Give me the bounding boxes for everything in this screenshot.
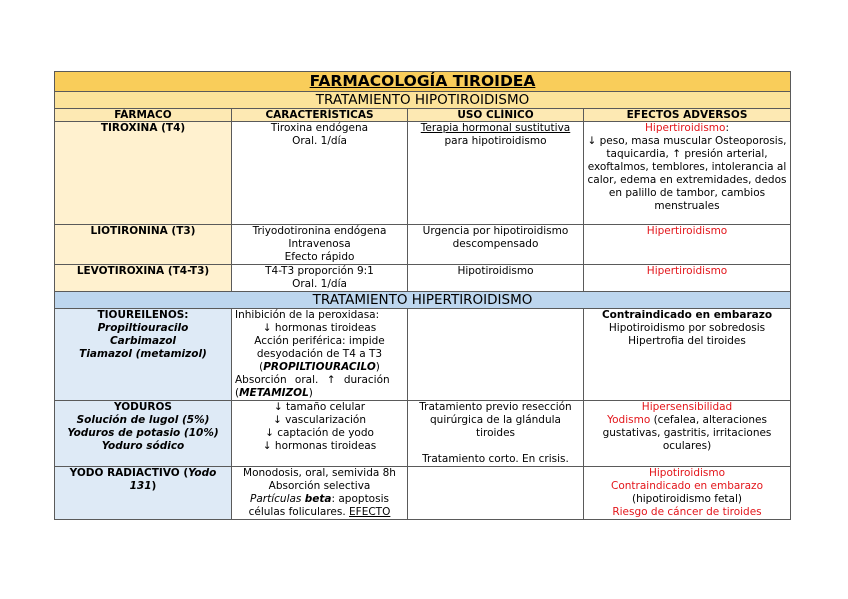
use-line: quirúrgica de la glándula — [430, 414, 561, 426]
chars-line: Oral. 1/día — [292, 135, 347, 147]
chars-line: ↓ hormonas tiroideas — [262, 322, 377, 334]
drug-liotironina: LIOTIRONINA (T3) — [55, 225, 232, 265]
chars-line — [235, 493, 404, 506]
use-liotironina — [408, 225, 584, 265]
adverse-bold: Contraindicado en embarazo — [601, 309, 773, 321]
chars-line — [235, 387, 404, 400]
use-line: Tratamiento previo resección — [419, 401, 572, 413]
table-row — [55, 122, 791, 225]
adverse-line: Hipertrofia del tiroides — [628, 335, 746, 347]
spacer — [411, 440, 580, 453]
use-line: descompensado — [452, 238, 539, 250]
col-header-caracteristicas: CARACTERÍSTICAS — [232, 109, 408, 122]
thyroid-pharmacology-table — [54, 71, 791, 520]
chars-line: ↓ hormonas tiroideas — [262, 440, 377, 452]
drug-tioureilenos — [55, 309, 232, 401]
chars-line: Oral. 1/día — [292, 278, 347, 290]
adverse-red: Hipotiroidismo — [648, 467, 726, 479]
drug-name: Yoduros de potasio (10%) — [67, 427, 219, 439]
use-tiroxina — [408, 122, 584, 225]
drug-name: YODO RADIACTIVO ( — [69, 467, 189, 479]
paren: ( — [259, 361, 264, 373]
use-line: Terapia hormonal sustitutiva — [420, 122, 571, 134]
chars-bold-italic: beta — [304, 493, 332, 505]
chars-line: Acción periférica: impide — [254, 335, 385, 347]
chars-yodo-radiactivo — [232, 467, 408, 520]
chars-line: ↓ vascularización — [273, 414, 366, 426]
chars-tioureilenos — [232, 309, 408, 401]
use-line: tiroides — [475, 427, 516, 439]
chars-line: Absorción oral. ↑ duración — [235, 374, 390, 386]
adverse-liotironina: Hipertiroidismo — [584, 225, 791, 265]
drug-levotiroxina: LEVOTIROXINA (T4-T3) — [55, 265, 232, 292]
adverse-red: Contraindicado en embarazo — [611, 480, 763, 492]
chars-drug-ref: METAMIZOL — [239, 387, 309, 399]
paren: ( — [235, 387, 240, 399]
paren: ) — [308, 387, 313, 399]
adverse-text: ↓ peso, masa muscular Osteoporosis, taquicardia, ↑ presión arterial, exoftalmos, temblores, intolerancia al calor, edema en extremidades, dedos en palillo de tambor, cambios menstruales — [587, 135, 787, 212]
adverse-line — [587, 414, 787, 453]
main-title-cell — [55, 72, 791, 92]
chars-line: Efecto rápido — [284, 251, 355, 263]
adverse-red: Hipertiroidismo — [645, 122, 726, 134]
drug-name-italic: Yodo 131 — [129, 467, 217, 492]
adverse-line: Hipotiroidismo por sobredosis — [608, 322, 766, 334]
table-row — [55, 401, 791, 467]
adverse-red: Hipersensibilidad — [641, 401, 733, 413]
use-line: para hipotiroidismo — [444, 135, 547, 147]
chars-line: desyodación de T4 a T3 — [256, 348, 383, 360]
col-header-efectos: EFECTOS ADVERSOS — [584, 109, 791, 122]
chars-text: células foliculares. — [248, 506, 350, 518]
adverse-levotiroxina: Hipertiroidismo — [584, 265, 791, 292]
use-line: Urgencia por hipotiroidismo — [422, 225, 569, 237]
use-yodo-radiactivo — [408, 467, 584, 520]
drug-name: Solución de lugol (5%) — [76, 414, 210, 426]
adverse-line: (hipotiroidismo fetal) — [632, 493, 742, 505]
adverse-text: (cefalea, alteraciones gustativas, gastritis, irritaciones oculares) — [602, 414, 772, 452]
table-row — [55, 225, 791, 265]
chars-drug-ref: PROPILTIOURACILO — [263, 361, 376, 373]
drug-yoduros — [55, 401, 232, 467]
use-levotiroxina: Hipotiroidismo — [408, 265, 584, 292]
drug-name: Propiltiouracilo — [97, 322, 189, 334]
chars-line — [235, 506, 404, 519]
drug-name: Carbimazol — [109, 335, 177, 347]
chars-liotironina — [232, 225, 408, 265]
adverse-tioureilenos — [584, 309, 791, 401]
adverse-yoduros — [584, 401, 791, 467]
chars-levotiroxina — [232, 265, 408, 292]
main-title: FARMACOLOGÍA TIROIDEA — [309, 72, 536, 90]
drug-name: Yoduro sódico — [101, 440, 185, 452]
use-tioureilenos — [408, 309, 584, 401]
chars-line: Intravenosa — [288, 238, 351, 250]
chars-yoduros — [232, 401, 408, 467]
hiper-section-heading: TRATAMIENTO HIPERTIROIDISMO — [55, 292, 791, 309]
table-row — [55, 309, 791, 401]
chars-text: : apoptosis — [331, 493, 389, 505]
chars-line: Monodosis, oral, semivida 8h — [243, 467, 396, 479]
use-line: Tratamiento corto. En crisis. — [422, 453, 569, 465]
paren: ) — [375, 361, 380, 373]
chars-line: T4-T3 proporción 9:1 — [265, 265, 374, 277]
chars-line: ↓ tamaño celular — [273, 401, 366, 413]
chars-underlined: EFECTO — [349, 506, 391, 518]
adverse-tiroxina — [584, 122, 791, 225]
table-row — [55, 265, 791, 292]
drug-name: Tiamazol (metamizol) — [79, 348, 207, 360]
col-header-farmaco: FÁRMACO — [55, 109, 232, 122]
drug-name-close: ) — [151, 480, 157, 492]
chars-line: Tiroxina endógena — [270, 122, 369, 134]
adverse-red: Yodismo — [607, 414, 651, 426]
chars-tiroxina — [232, 122, 408, 225]
chars-line: Absorción selectiva — [268, 480, 371, 492]
adverse-red: Riesgo de cáncer de tiroides — [612, 506, 762, 518]
hipo-section-heading: TRATAMIENTO HIPOTIROIDISMO — [55, 92, 791, 109]
table-row — [55, 467, 791, 520]
adverse-yodo-radiactivo — [584, 467, 791, 520]
drug-tiroxina: TIROXINA (T4) — [55, 122, 232, 225]
drug-group-heading: TIOUREILENOS: — [97, 309, 189, 321]
document-page — [54, 71, 790, 520]
chars-line: ↓ captación de yodo — [265, 427, 374, 439]
drug-yodo-radiactivo — [55, 467, 232, 520]
adverse-colon: : — [725, 122, 729, 134]
col-header-uso: USO CLÍNICO — [408, 109, 584, 122]
chars-line: Triyodotironina endógena — [252, 225, 387, 237]
chars-line — [235, 361, 404, 374]
chars-line: Inhibición de la peroxidasa: — [235, 309, 380, 321]
drug-group-heading: YODUROS — [114, 401, 172, 413]
chars-italic: Partículas — [250, 493, 305, 505]
use-yoduros — [408, 401, 584, 467]
